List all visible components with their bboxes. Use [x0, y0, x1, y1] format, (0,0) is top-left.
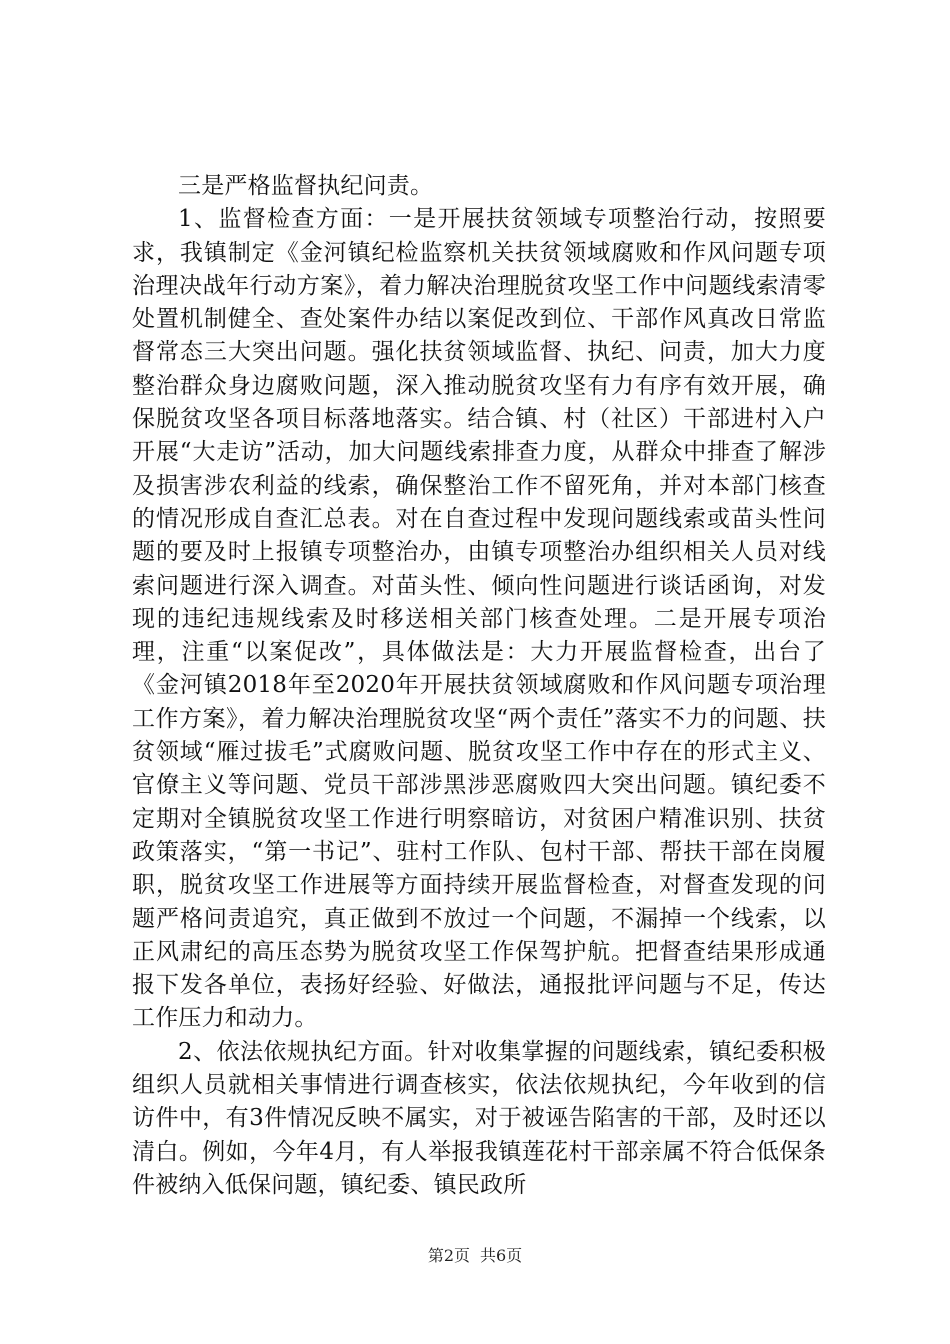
page-number: 第2页: [427, 1246, 470, 1265]
page-total: 共6页: [480, 1246, 523, 1265]
page-footer: [0, 1243, 950, 1266]
document-body: [132, 170, 826, 1202]
paragraph-supervision: 1、监督检查方面：一是开展扶贫领域专项整治行动，按照要求，我镇制定《金河镇纪检监察机关扶贫领域腐败和作风问题专项治理决战年行动方案》，着力解决治理脱贫攻坚工作中问题线索清零处置机制健全、查处案件办结以案促改到位、干部作风真改日常监督常态三大突出问题。强化扶贫领域监督、执纪、问责，加大力度整治群众身边腐败问题，深入推动脱贫攻坚有力有序有效开展，确保脱贫攻坚各项目标落地落实。结合镇、村（社区）干部进村入户开展“大走访”活动，加大问题线索排查力度，从群众中排查了解涉及损害涉农利益的线索，确保整治工作不留死角，并对本部门核查的情况形成自查汇总表。对在自查过程中发现问题线索或苗头性问题的要及时上报镇专项整治办，由镇专项整治办组织相关人员对线索问题进行深入调查。对苗头性、倾向性问题进行谈话函询，对发现的违纪违规线索及时移送相关部门核查处理。二是开展专项治理，注重“以案促改”，具体做法是：大力开展监督检查，出台了《金河镇2018年至2020年开展扶贫领域腐败和作风问题专项治理工作方案》，着力解决治理脱贫攻坚“两个责任”落实不力的问题、扶贫领域“雁过拔毛”式腐败问题、脱贫攻坚工作中存在的形式主义、官僚主义等问题、党员干部涉黑涉恶腐败四大突出问题。镇纪委不定期对全镇脱贫攻坚工作进行明察暗访，对贫困户精准识别、扶贫政策落实，“第一书记”、驻村工作队、包村干部、帮扶干部在岗履职，脱贫攻坚工作进展等方面持续开展监督检查，对督查发现的问题严格问责追究，真正做到不放过一个问题，不漏掉一个线索，以正风肃纪的高压态势为脱贫攻坚工作保驾护航。把督查结果形成通报下发各单位，表扬好经验、好做法，通报批评问题与不足，传达工作压力和动力。: [132, 206, 826, 1032]
paragraph-heading: 三是严格监督执纪问责。: [178, 173, 434, 199]
paragraph-discipline: 2、依法依规执纪方面。针对收集掌握的问题线索，镇纪委积极组织人员就相关事情进行调查核实，依法依规执纪，今年收到的信访件中，有3件情况反映不属实，对于被诬告陷害的干部，及时还以清白。例如，今年4月，有人举报我镇莲花村干部亲属不符合低保条件被纳入低保问题，镇纪委、镇民政所: [132, 1038, 826, 1198]
